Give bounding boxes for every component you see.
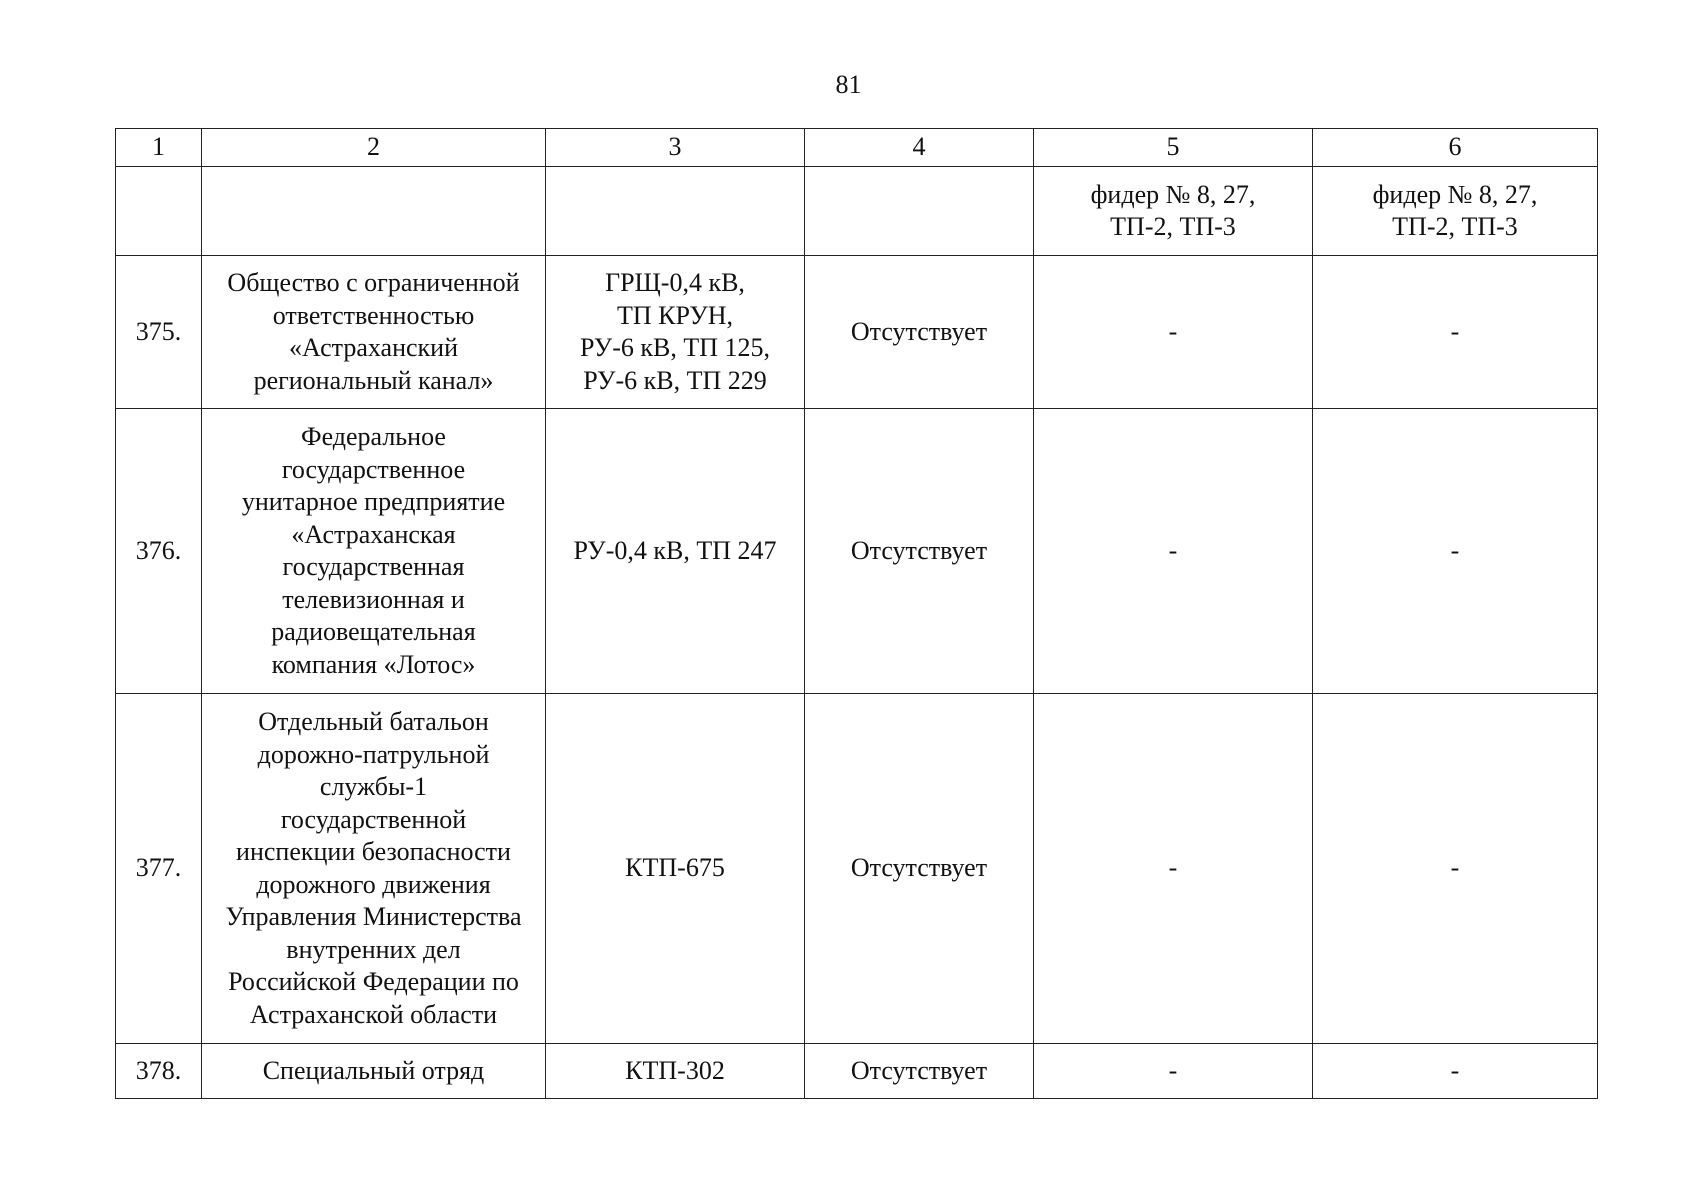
cell-number [116,167,202,256]
header-cell-5: 5 [1034,129,1313,167]
cell-power-source: РУ-0,4 кВ, ТП 247 [546,409,805,694]
cell-col6: - [1313,1044,1598,1099]
cell-col6: фидер № 8, 27, ТП-2, ТП-3 [1313,167,1598,256]
cell-col5: - [1034,694,1313,1044]
table-row-continuation [116,167,1598,256]
cell-organization: Федеральное государственное унитарное предприятие «Астраханская государственная телевизионная и радиовещательная компания «Лотос» [202,409,546,694]
cell-col4 [805,167,1034,256]
cell-organization: Общество с ограниченной ответственностью «Астраханский региональный канал» [202,256,546,409]
header-cell-2: 2 [202,129,546,167]
header-cell-4: 4 [805,129,1034,167]
cell-col6: - [1313,694,1598,1044]
header-cell-1: 1 [116,129,202,167]
cell-power-source: ГРЩ-0,4 кВ, ТП КРУН, РУ-6 кВ, ТП 125, РУ-6 кВ, ТП 229 [546,256,805,409]
cell-number: 377. [116,694,202,1044]
page-number: 81 [835,70,862,99]
data-table [115,128,1598,1099]
cell-organization: Специальный отряд [202,1044,546,1099]
cell-col4: Отсутствует [805,694,1034,1044]
header-cell-6: 6 [1313,129,1598,167]
cell-power-source: КТП-302 [546,1044,805,1099]
table-row [116,1044,1598,1099]
cell-col6: - [1313,256,1598,409]
cell-organization: Отдельный батальон дорожно-патрульной службы-1 государственной инспекции безопасности дорожного движения Управления Министерства внутренних дел Российской Федерации по Астраханской области [202,694,546,1044]
header-cell-3: 3 [546,129,805,167]
cell-col5: фидер № 8, 27, ТП-2, ТП-3 [1034,167,1313,256]
cell-col5: - [1034,1044,1313,1099]
cell-col6: - [1313,409,1598,694]
cell-col5: - [1034,409,1313,694]
cell-number: 376. [116,409,202,694]
cell-col4: Отсутствует [805,1044,1034,1099]
table-row [116,409,1598,694]
cell-number: 375. [116,256,202,409]
cell-power-source: КТП-675 [546,694,805,1044]
cell-power-source [546,167,805,256]
cell-col5: - [1034,256,1313,409]
table-row [116,694,1598,1044]
table-header-row [116,129,1598,167]
table-row [116,256,1598,409]
cell-number: 378. [116,1044,202,1099]
cell-col4: Отсутствует [805,256,1034,409]
cell-col4: Отсутствует [805,409,1034,694]
cell-organization [202,167,546,256]
